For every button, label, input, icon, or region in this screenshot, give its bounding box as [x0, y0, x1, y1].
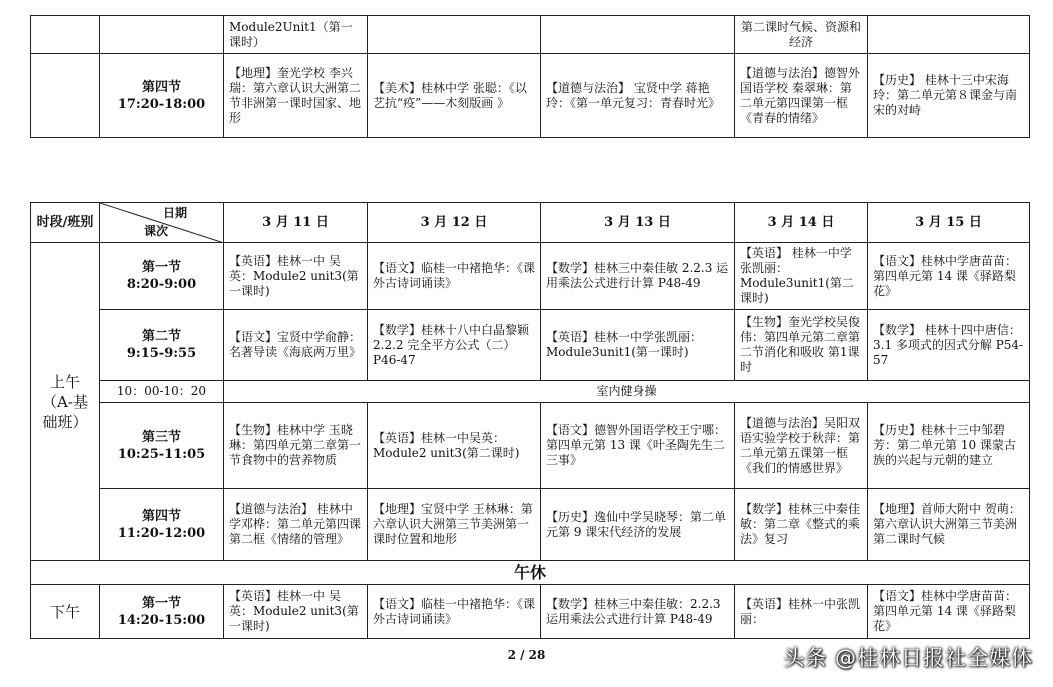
lesson-cell: 【历史】逸仙中学吴晓琴：第二单元第 9 课宋代经济的发展: [541, 489, 735, 561]
lesson-cell: 【语文】宝贤中学俞静：名著导读《海底两万里》: [224, 310, 368, 381]
period-time: 17:20-18:00: [117, 96, 206, 112]
lesson-cell: 【语文】临桂一中褚艳华：《课外古诗词诵读》: [368, 243, 541, 310]
lesson-cell: 【地理】首师大附中 贺萌：第六章认识大洲第三节美洲第二课时气候: [868, 489, 1030, 561]
noon-row: [31, 561, 1030, 585]
noon-break: 午休: [31, 561, 1030, 585]
lesson-cell: 【数学】桂林三中秦佳敏：2.2.3 运用乘法公式进行计算 P48-49: [541, 585, 735, 639]
top-schedule-table: [30, 15, 1030, 138]
cell: 第二课时气候、资源和经济: [735, 16, 868, 54]
lesson-cell: 【英语】 桂林一中学张凯丽：Module3unit1(第二课时): [735, 243, 868, 310]
cell: [31, 16, 100, 54]
lesson-cell: 【语文】德智外国语学校王宁哪：第四单元第 13 课《叶圣陶先生二三事》: [541, 403, 735, 489]
lesson-cell: 【语文】临桂一中褚艳华：《课外古诗词诵读》: [368, 585, 541, 639]
period-cell: [100, 489, 224, 561]
period-cell: [100, 243, 224, 310]
period-label: 第一节: [141, 595, 181, 611]
date-header: 3 月 12 日: [368, 203, 541, 243]
lesson-cell: 【数学】 桂林十四中唐信：3.1 多项式的因式分解 P54-57: [868, 310, 1030, 381]
afternoon-label: 下午: [31, 585, 100, 639]
date-header: 3 月 11 日: [224, 203, 368, 243]
lesson-cell: 【英语】桂林一中张凯丽：: [735, 585, 868, 639]
period-time: 10:25-11:05: [117, 446, 206, 462]
period-time: 11:20-12:00: [117, 525, 206, 541]
period-label: 第二节: [141, 329, 181, 344]
lesson-cell: 【道德与法治】德智外国语学校 秦翠琳：第二单元第四课第一框《青春的情绪》: [735, 54, 868, 138]
period-time: 9:15-9:55: [126, 346, 197, 361]
period-cell: [100, 585, 224, 639]
lesson-cell: 【数学】桂林三中秦佳敏 2.2.3 运用乘法公式进行计算 P48-49: [541, 243, 735, 310]
date-axis-label: 日期: [162, 206, 187, 220]
lesson-cell: 【生物】奎光学校吴俊伟：第四单元第二章第二节消化和吸收 第1课时: [735, 310, 868, 381]
period-axis-label: 课次: [144, 224, 169, 238]
period-cell: [100, 403, 224, 489]
top-row-2: [31, 54, 1030, 138]
break-label: 室内健身操: [224, 381, 1030, 403]
period-cell: [100, 54, 224, 138]
lesson-cell: 【数学】桂林十八中白晶黎颖 2.2.2 完全平方公式（二）P46-47: [368, 310, 541, 381]
cell: [368, 16, 541, 54]
lesson-cell: 【道德与法治】吴阳双语实验学校于秋萍：第二单元第五课第一框《我们的情感世界》: [735, 403, 868, 489]
corner-header: 时段/班别: [31, 203, 100, 243]
date-header: 3 月 13 日: [541, 203, 735, 243]
period-time: 8:20-9:00: [126, 277, 197, 292]
lesson-cell: 【英语】桂林一中 吴英：Module2 unit3(第一课时): [224, 243, 368, 310]
lesson-cell: 【历史】桂林十三中邹碧芳：第二单元第 10 课蒙古族的兴起与元朝的建立: [868, 403, 1030, 489]
page-number: 2 / 28: [507, 648, 546, 662]
lesson-cell: 【地理】宝贤中学 王林琳：第六章认识大洲第三节美洲第一课时位置和地形: [368, 489, 541, 561]
morning-label: 上午（A-基础班）: [31, 243, 100, 561]
lesson-cell: 【英语】桂林一中吴英：Module2 unit3(第二课时): [368, 403, 541, 489]
table-row: [31, 310, 1030, 381]
lesson-cell: 【英语】桂林一中学张凯丽：Module3unit1(第一课时): [541, 310, 735, 381]
period-label: 第一节: [141, 260, 181, 275]
break-row: [31, 381, 1030, 403]
lesson-cell: 【语文】桂林中学唐苗苗：第四单元第 14 课《驿路梨花》: [868, 243, 1030, 310]
period-time: 14:20-15:00: [117, 612, 206, 628]
period-label: 第四节: [141, 508, 181, 524]
lesson-cell: 【道德与法治】 宝贤中学 蒋艳玲：《第一单元复习：青春时光》: [541, 54, 735, 138]
lesson-cell: 【历史】 桂林十三中宋海玲：第二单元第８课金与南宋的对峙: [868, 54, 1030, 138]
cell: [31, 54, 100, 138]
table-row: [31, 585, 1030, 639]
cell: [541, 16, 735, 54]
period-label: 第四节: [141, 79, 181, 95]
cell: [868, 16, 1030, 54]
header-row: [31, 203, 1030, 243]
date-header: 3 月 15 日: [868, 203, 1030, 243]
lesson-cell: 【道德与法治】 桂林中学邓桦：第二单元第四课第二框《情绪的管理》: [224, 489, 368, 561]
cell: [100, 16, 224, 54]
watermark: 头条 @桂林日报社全媒体: [783, 646, 1033, 670]
main-schedule-table: [30, 202, 1030, 639]
table-row: [31, 243, 1030, 310]
lesson-cell: 【美术】桂林中学 张聪：《以艺抗“疫”——木刻版画 》: [368, 54, 541, 138]
lesson-cell: 【地理】奎光学校 李兴瑞：第六章认识大洲第二节非洲第一课时国家、地形: [224, 54, 368, 138]
date-header: 3 月 14 日: [735, 203, 868, 243]
top-row-1: [31, 16, 1030, 54]
lesson-cell: 【语文】桂林中学唐苗苗：第四单元第 14 课《驿路梨花》: [868, 585, 1030, 639]
lesson-cell: 【数学】桂林三中秦佳敏：第二章《整式的乘法》复习: [735, 489, 868, 561]
lesson-cell: 【生物】桂林中学 玉晓琳：第四单元第二章第一节食物中的营养物质: [224, 403, 368, 489]
diagonal-header: [100, 203, 224, 243]
table-row: [31, 489, 1030, 561]
period-cell: [100, 310, 224, 381]
cell: Module2Unit1（第一课时）: [224, 16, 368, 54]
break-time: 10：00-10：20: [100, 381, 224, 403]
period-label: 第三节: [141, 429, 181, 445]
lesson-cell: 【英语】桂林一中 吴英：Module2 unit3(第一课时): [224, 585, 368, 639]
table-row: [31, 403, 1030, 489]
